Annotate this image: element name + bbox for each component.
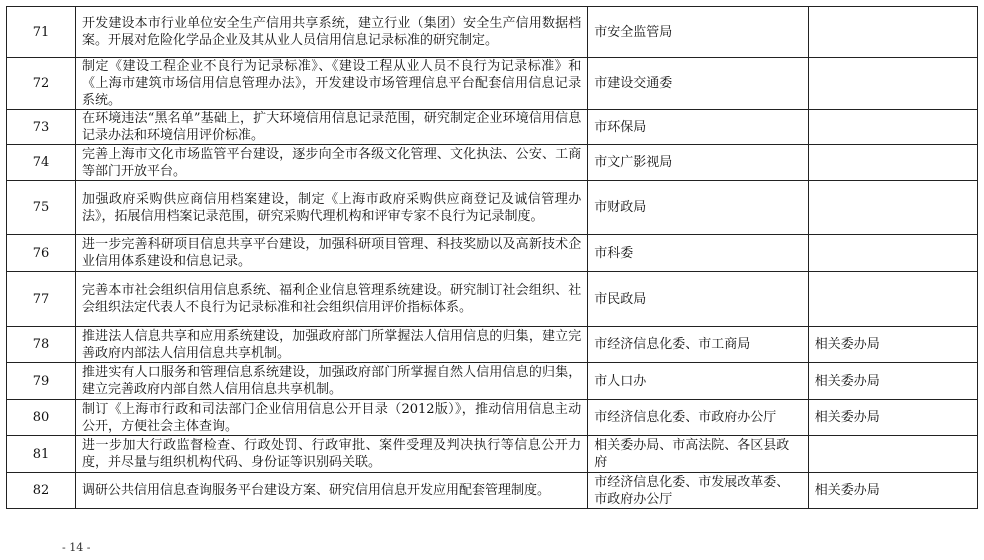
lead-department: 市经济信息化委、市发展改革委、市政府办公厅 — [588, 473, 808, 509]
lead-department: 市民政局 — [588, 272, 808, 327]
assisting-department — [808, 110, 977, 145]
lead-department: 市环保局 — [588, 110, 808, 145]
table-row — [7, 181, 978, 235]
task-description: 完善上海市文化市场监管平台建设，逐步向全市各级文化管理、文化执法、公安、工商等部门开放平台。 — [76, 145, 588, 181]
task-description: 进一步加大行政监督检查、行政处罚、行政审批、案件受理及判决执行等信息公开力度，并尽量与组织机构代码、身份证等识别码关联。 — [76, 436, 588, 473]
lead-department: 市人口办 — [588, 363, 808, 400]
assisting-department — [808, 436, 977, 473]
lead-department: 市经济信息化委、市工商局 — [588, 327, 808, 363]
assisting-department — [808, 7, 977, 58]
assisting-department: 相关委办局 — [808, 473, 977, 509]
row-number: 77 — [7, 272, 76, 327]
task-description: 调研公共信用信息查询服务平台建设方案、研究信用信息开发应用配套管理制度。 — [76, 473, 588, 509]
row-number: 82 — [7, 473, 76, 509]
table-row — [7, 363, 978, 400]
task-description: 进一步完善科研项目信息共享平台建设，加强科研项目管理、科技奖励以及高新技术企业信用体系建设和信息记录。 — [76, 235, 588, 272]
task-description: 推进法人信息共享和应用系统建设，加强政府部门所掌握法人信用信息的归集，建立完善政府内部法人信用信息共享机制。 — [76, 327, 588, 363]
row-number: 80 — [7, 400, 76, 436]
lead-department: 市财政局 — [588, 181, 808, 235]
table-row — [7, 235, 978, 272]
task-description: 在环境违法“黑名单”基础上，扩大环境信用信息记录范围，研究制定企业环境信用信息记录办法和环境信用评价标准。 — [76, 110, 588, 145]
row-number: 74 — [7, 145, 76, 181]
assisting-department — [808, 181, 977, 235]
assisting-department — [808, 235, 977, 272]
row-number: 71 — [7, 7, 76, 58]
row-number: 75 — [7, 181, 76, 235]
task-table — [6, 6, 978, 509]
task-description: 加强政府采购供应商信用档案建设，制定《上海市政府采购供应商登记及诚信管理办法》，拓展信用档案记录范围，研究采购代理机构和评审专家不良行为记录制度。 — [76, 181, 588, 235]
assisting-department — [808, 145, 977, 181]
row-number: 76 — [7, 235, 76, 272]
table-row — [7, 7, 978, 58]
table-row — [7, 110, 978, 145]
lead-department: 相关委办局、市高法院、各区县政府 — [588, 436, 808, 473]
lead-department: 市建设交通委 — [588, 58, 808, 110]
row-number: 72 — [7, 58, 76, 110]
table-row — [7, 145, 978, 181]
task-description: 完善本市社会组织信用信息系统、福利企业信息管理系统建设。研究制订社会组织、社会组织法定代表人不良行为记录标准和社会组织信用评价指标体系。 — [76, 272, 588, 327]
task-description: 开发建设本市行业单位安全生产信用共享系统，建立行业（集团）安全生产信用数据档案。开展对危险化学品企业及其从业人员信用信息记录标准的研究制定。 — [76, 7, 588, 58]
task-description: 制定《建设工程企业不良行为记录标准》、《建设工程从业人员不良行为记录标准》和《上海市建筑市场信用信息管理办法》，开发建设市场管理信息平台配套信用信息记录系统。 — [76, 58, 588, 110]
assisting-department: 相关委办局 — [808, 327, 977, 363]
lead-department: 市文广影视局 — [588, 145, 808, 181]
assisting-department: 相关委办局 — [808, 363, 977, 400]
table-row — [7, 400, 978, 436]
table-row — [7, 272, 978, 327]
task-description: 制订《上海市行政和司法部门企业信用信息公开目录（2012版）》，推动信用信息主动公开，方便社会主体查询。 — [76, 400, 588, 436]
table-row — [7, 327, 978, 363]
row-number: 78 — [7, 327, 76, 363]
assisting-department — [808, 58, 977, 110]
lead-department: 市经济信息化委、市政府办公厅 — [588, 400, 808, 436]
lead-department: 市科委 — [588, 235, 808, 272]
table-row — [7, 436, 978, 473]
row-number: 73 — [7, 110, 76, 145]
table-row — [7, 58, 978, 110]
assisting-department: 相关委办局 — [808, 400, 977, 436]
page-number: - 14 - — [62, 541, 91, 554]
table-row — [7, 473, 978, 509]
task-description: 推进实有人口服务和管理信息系统建设，加强政府部门所掌握自然人信用信息的归集，建立完善政府内部自然人信用信息共享机制。 — [76, 363, 588, 400]
assisting-department — [808, 272, 977, 327]
row-number: 81 — [7, 436, 76, 473]
row-number: 79 — [7, 363, 76, 400]
lead-department: 市安全监管局 — [588, 7, 808, 58]
